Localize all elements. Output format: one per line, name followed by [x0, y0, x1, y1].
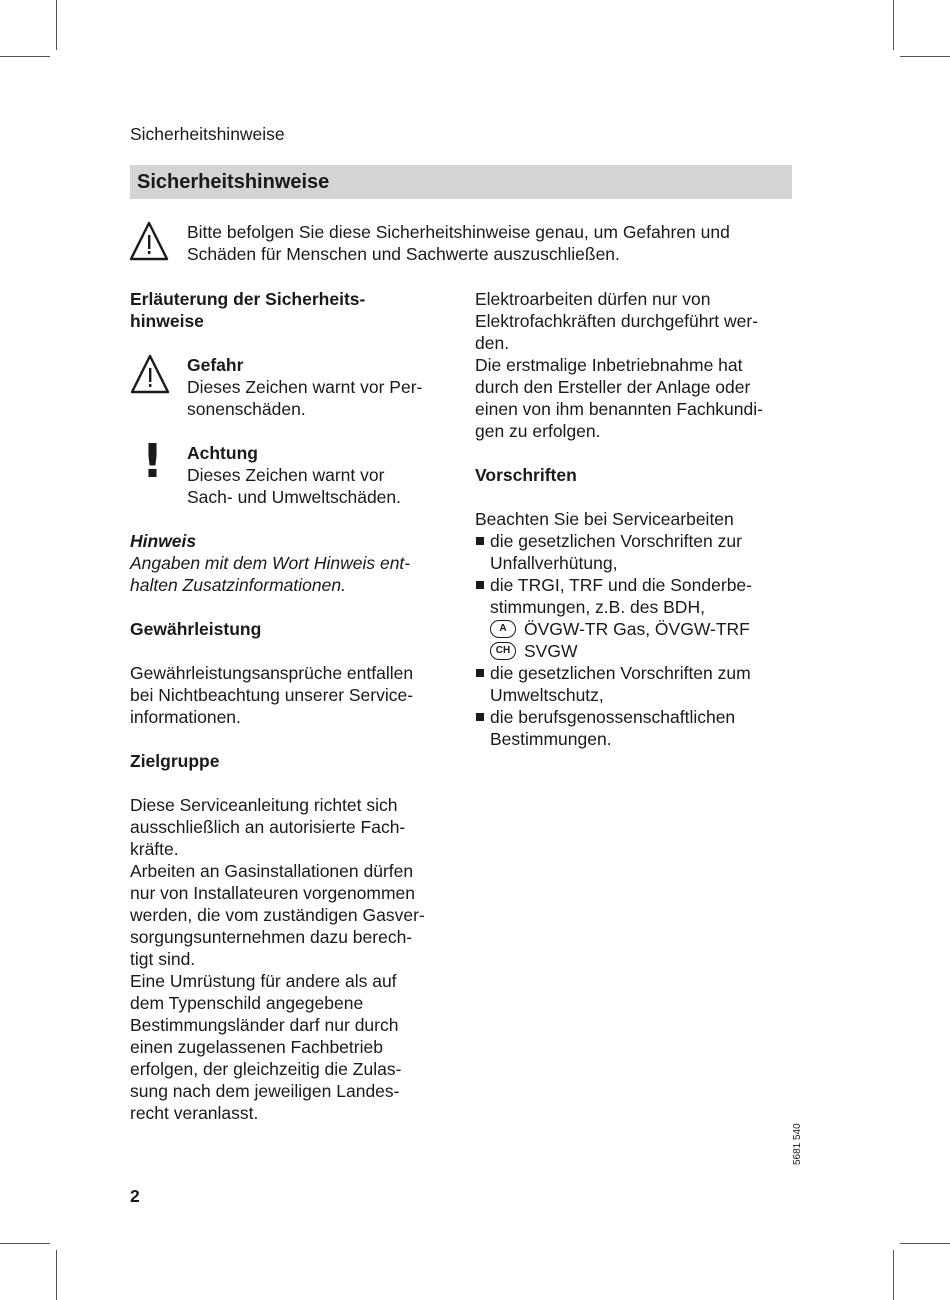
text-line: bei Nichtbeachtung unserer Service- [130, 685, 414, 705]
country-note-austria [490, 618, 795, 640]
gefahr-text: Dieses Zeichen warnt vor Per- [187, 377, 423, 397]
list-item [475, 574, 795, 662]
text-line: die berufsgenossenschaftlichen [490, 707, 736, 727]
regulations-heading: Vorschriften [475, 465, 577, 485]
crop-mark [0, 56, 50, 57]
document-number: 5681 540 [792, 1123, 803, 1165]
text-line: Elektroarbeiten dürfen nur von [475, 289, 711, 309]
regulations-intro: Beachten Sie bei Servicearbeiten [475, 509, 734, 529]
text-line: Diese Serviceanleitung richtet sich [130, 795, 398, 815]
crop-mark [0, 1243, 50, 1244]
text-line: die gesetzlichen Vorschriften zur [490, 531, 742, 551]
text-line: sung nach dem jeweiligen Landes- [130, 1081, 400, 1101]
intro-line: Schäden für Menschen und Sachwerte auszuschließen. [187, 244, 620, 264]
target-heading: Zielgruppe [130, 751, 220, 771]
text-line: durch den Ersteller der Anlage oder [475, 377, 751, 397]
section-title: Sicherheitshinweise [130, 165, 792, 199]
crop-mark [900, 56, 950, 57]
crop-mark [893, 1250, 894, 1300]
warranty-heading: Gewährleistung [130, 619, 262, 639]
gefahr-text: sonenschäden. [187, 399, 306, 419]
text-line: stimmungen, z.B. des BDH, [490, 597, 705, 617]
list-item [475, 706, 795, 750]
text-line: Bestimmungsländer darf nur durch [130, 1015, 399, 1035]
achtung-block [130, 434, 450, 508]
text-line: Bestimmungen. [490, 729, 612, 749]
list-item [475, 530, 795, 574]
text-line: recht veranlasst. [130, 1103, 259, 1123]
text-line: Umweltschutz, [490, 685, 604, 705]
electro-text [475, 288, 795, 442]
heading-line: Erläuterung der Sicherheits- [130, 289, 366, 309]
achtung-title: Achtung [187, 443, 258, 463]
target-text [130, 794, 450, 1124]
text-line: Arbeiten an Gasinstallationen dürfen [130, 861, 414, 881]
crop-mark [893, 0, 894, 50]
text-line: Elektrofachkräften durchgeführt wer- [475, 311, 759, 331]
list-item [475, 662, 795, 706]
text-line: die gesetzlichen Vorschriften zum [490, 663, 751, 683]
text-line: Gewährleistungsansprüche entfallen [130, 663, 414, 683]
country-code-badge: A [490, 620, 516, 638]
hinweis-block [130, 530, 450, 596]
warning-triangle-icon [129, 221, 169, 266]
text-line: informationen. [130, 707, 241, 727]
text-line: dem Typenschild angegebene [130, 993, 364, 1013]
hinweis-title: Hinweis [130, 531, 197, 551]
gefahr-title: Gefahr [187, 355, 244, 375]
country-note-text: ÖVGW-TR Gas, ÖVGW-TRF [524, 619, 750, 639]
text-line: einen zugelassenen Fachbetrieb [130, 1037, 383, 1057]
text-line: kräfte. [130, 839, 179, 859]
country-code-badge: CH [490, 642, 516, 660]
achtung-text: Dieses Zeichen warnt vor [187, 465, 385, 485]
heading-line: hinweise [130, 311, 204, 331]
page-number: 2 [130, 1186, 140, 1206]
text-line: die TRGI, TRF und die Sonderbe- [490, 575, 752, 595]
intro-text [187, 221, 797, 265]
country-note-text: SVGW [524, 641, 578, 661]
gefahr-block [130, 354, 450, 420]
right-column [475, 288, 795, 750]
regulations-list [475, 530, 795, 750]
left-column [130, 288, 450, 1124]
text-line: Die erstmalige Inbetriebnahme hat [475, 355, 743, 375]
crop-mark [56, 0, 57, 50]
intro-line: Bitte befolgen Sie diese Sicherheitshinweise genau, um Gefahren und [187, 222, 730, 242]
text-line: einen von ihm benannten Fachkundi- [475, 399, 763, 419]
text-line: Unfallverhütung, [490, 553, 618, 573]
running-header: Sicherheitshinweise [130, 124, 285, 144]
text-line: sorgungsunternehmen dazu berech- [130, 927, 413, 947]
text-line: gen zu erfolgen. [475, 421, 601, 441]
text-line: Eine Umrüstung für andere als auf [130, 971, 397, 991]
hinweis-text: halten Zusatzinformationen. [130, 575, 346, 595]
hinweis-text: Angaben mit dem Wort Hinweis ent- [130, 553, 411, 573]
text-line: den. [475, 333, 510, 353]
text-line: werden, die vom zuständigen Gasver- [130, 905, 425, 925]
crop-mark [56, 1250, 57, 1300]
text-line: ausschließlich an autorisierte Fach- [130, 817, 406, 837]
text-line: erfolgen, der gleichzeitig die Zulas- [130, 1059, 402, 1079]
text-line: tigt sind. [130, 949, 196, 969]
crop-mark [900, 1243, 950, 1244]
warranty-text [130, 662, 450, 728]
text-line: nur von Installateuren vorgenommen [130, 883, 416, 903]
warning-triangle-icon [130, 354, 170, 399]
explanation-heading [130, 288, 450, 332]
country-note-switzerland [490, 640, 795, 662]
achtung-text: Sach- und Umweltschäden. [187, 487, 401, 507]
exclamation-icon: ! [142, 434, 163, 488]
